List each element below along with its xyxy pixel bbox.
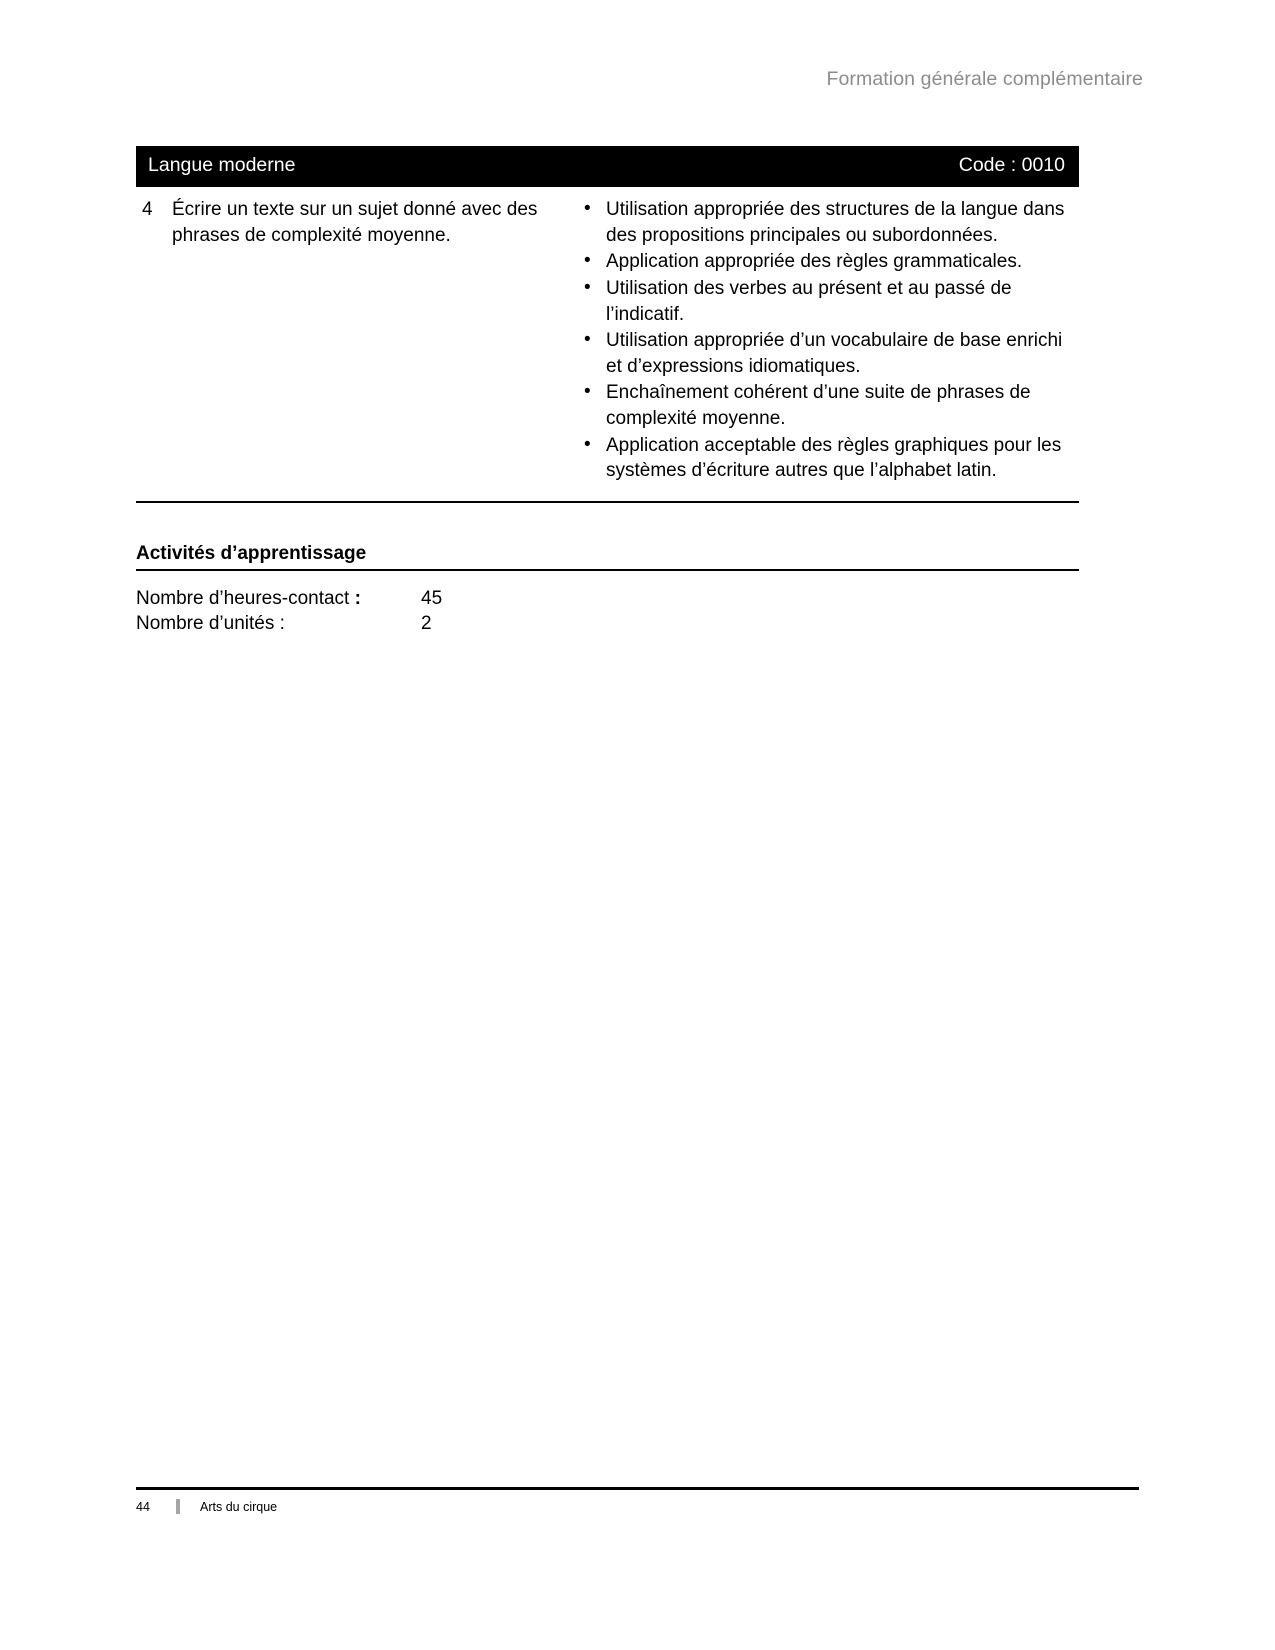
competency-number: 4 <box>142 199 153 220</box>
contact-hours-label-colon: : <box>354 588 361 610</box>
page-number: 44 <box>136 1499 150 1514</box>
competency-statement: Écrire un texte sur un sujet donné avec des phrases de complexité moyenne. <box>172 199 538 246</box>
banner-code: Code : 0010 <box>958 153 1065 176</box>
performance-criteria-cell <box>568 197 1079 485</box>
footer-document-title: Arts du cirque <box>200 1499 278 1514</box>
list-item: • Application acceptable des règles graphiques pour les systèmes d’écriture autres que l’alphabet latin. <box>578 433 1079 484</box>
banner-title: Langue moderne <box>148 153 296 176</box>
list-item: • Utilisation appropriée d’un vocabulaire de base enrichi et d’expressions idiomatiques. <box>578 328 1079 379</box>
page-content <box>136 146 1079 636</box>
competency-table <box>136 187 1079 503</box>
page-header-label: Formation générale complémentaire <box>826 68 1143 90</box>
units-label: Nombre d’unités : <box>136 612 285 634</box>
list-item: • Utilisation des verbes au présent et au passé de l’indicatif. <box>578 276 1079 327</box>
page-footer <box>136 1487 1139 1514</box>
section-title: Activités d’apprentissage <box>136 543 1079 571</box>
table-row <box>136 612 1079 637</box>
competency-statement-cell <box>136 197 568 485</box>
competency-banner <box>136 146 1079 187</box>
contact-hours-label <box>136 587 421 612</box>
contact-hours-label-text: Nombre d’heures-contact <box>136 588 355 610</box>
units-value: 2 <box>421 612 432 634</box>
activities-facts <box>136 587 1079 636</box>
activities-section <box>136 543 1079 636</box>
table-row <box>136 587 1079 612</box>
list-item: • Enchaînement cohérent d’une suite de phrases de complexité moyenne. <box>578 380 1079 431</box>
criteria-list <box>578 197 1079 484</box>
contact-hours-value: 45 <box>421 588 443 610</box>
footer-divider <box>176 1499 180 1514</box>
list-item: • Application appropriée des règles grammaticales. <box>578 249 1079 275</box>
list-item: • Utilisation appropriée des structures de la langue dans des propositions principales ou subordonnées. <box>578 197 1079 248</box>
